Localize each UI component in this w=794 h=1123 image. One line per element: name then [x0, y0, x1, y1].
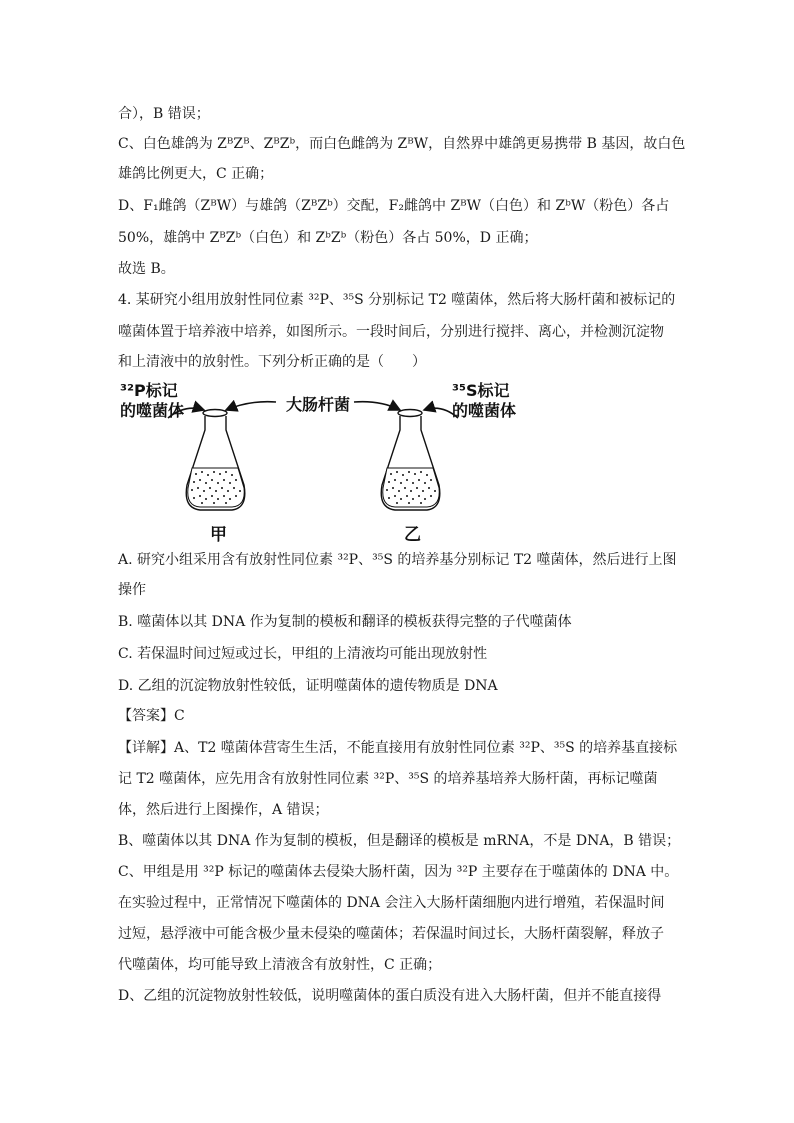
explanation-line: 代噬菌体，均可能导致上清液含有放射性，C 正确；: [118, 957, 442, 973]
explanation-line: 在实验过程中，正常情况下噬菌体的 DNA 会注入大肠杆菌细胞内进行增殖，若保温时间: [118, 895, 665, 911]
explanation-line: 过短，悬浮液中可能含极少量未侵染的噬菌体；若保温时间过长，大肠杆菌裂解，释放子: [118, 926, 664, 942]
flask-a-icon: [186, 410, 245, 511]
arrow-left-label: [168, 408, 204, 418]
option-a-cont: 操作: [118, 582, 146, 598]
answer: 【答案】C: [118, 708, 185, 724]
text-line: 故选 B。: [118, 261, 175, 277]
question-4-stem: 4. 某研究小组用放射性同位素 ³²P、³⁵S 分别标记 T2 噬菌体，然后将大肠杆菌和被标记的: [118, 292, 676, 308]
text-line: 雄鸽比例更大，C 正确；: [118, 166, 274, 182]
s35-phage-label: 的噬菌体: [452, 401, 517, 420]
ecoli-label: 大肠杆菌: [286, 395, 351, 414]
s35-label: ³⁵S标记: [452, 381, 510, 400]
explanation-line: D、乙组的沉淀物放射性较低，说明噬菌体的蛋白质没有进入大肠杆菌，但并不能直接得: [118, 988, 662, 1004]
text-line: 50%，雄鸽中 ZᴮZᵇ（白色）和 ZᵇZᵇ（粉色）各占 50%，D 正确；: [118, 230, 538, 246]
text-line: 合），B 错误；: [118, 106, 210, 122]
flask-b-icon: [381, 410, 440, 511]
text-line: D、F₁雌鸽（ZᴮW）与雄鸽（ZᴮZᵇ）交配，F₂雌鸽中 ZᴮW（白色）和 ZᵇW（粉色）各占: [118, 198, 670, 214]
p32-label: ³²P标记: [120, 381, 178, 400]
option-a: A. 研究小组采用含有放射性同位素 ³²P、³⁵S 的培养基分别标记 T2 噬菌体，然后进行上图: [118, 552, 677, 568]
flask-b-label: 乙: [404, 525, 421, 545]
option-d: D. 乙组的沉淀物放射性较低，证明噬菌体的遗传物质是 DNA: [118, 678, 498, 694]
explanation-line: C、甲组是用 ³²P 标记的噬菌体去侵染大肠杆菌，因为 ³²P 主要存在于噬菌体的 DNA 中。: [118, 864, 679, 880]
option-b: B. 噬菌体以其 DNA 作为复制的模板和翻译的模板获得完整的子代噬菌体: [118, 614, 572, 630]
text-line: 噬菌体置于培养液中培养，如图所示。一段时间后，分别进行搅拌、离心，并检测沉淀物: [118, 324, 664, 340]
arrow-center-left: [226, 402, 276, 410]
p32-phage-label: 的噬菌体: [120, 401, 185, 420]
option-c: C. 若保温时间过短或过长，甲组的上清液均可能出现放射性: [118, 646, 488, 662]
explanation-line: 【详解】A、T2 噬菌体营寄生生活，不能直接用有放射性同位素 ³²P、³⁵S 的培养基直接标: [118, 740, 678, 756]
flask-a-label: 甲: [210, 525, 227, 545]
explanation-line: B、噬菌体以其 DNA 作为复制的模板，但是翻译的模板是 mRNA，不是 DNA，B 错误；: [118, 833, 681, 849]
arrow-right-label: [424, 408, 458, 418]
arrow-center-right: [354, 402, 400, 410]
text-line: 和上清液中的放射性。下列分析正确的是（ ）: [118, 354, 426, 370]
explanation-line: 记 T2 噬菌体，应先用含有放射性同位素 ³²P、³⁵S 的培养基培养大肠杆菌，再标记噬菌: [118, 771, 658, 787]
explanation-line: 体，然后进行上图操作，A 错误；: [118, 802, 329, 818]
text-line: C、白色雄鸽为 ZᴮZᴮ、ZᴮZᵇ，而白色雌鸽为 ZᴮW，自然界中雄鸽更易携带 B 基因，故白色: [118, 136, 686, 152]
